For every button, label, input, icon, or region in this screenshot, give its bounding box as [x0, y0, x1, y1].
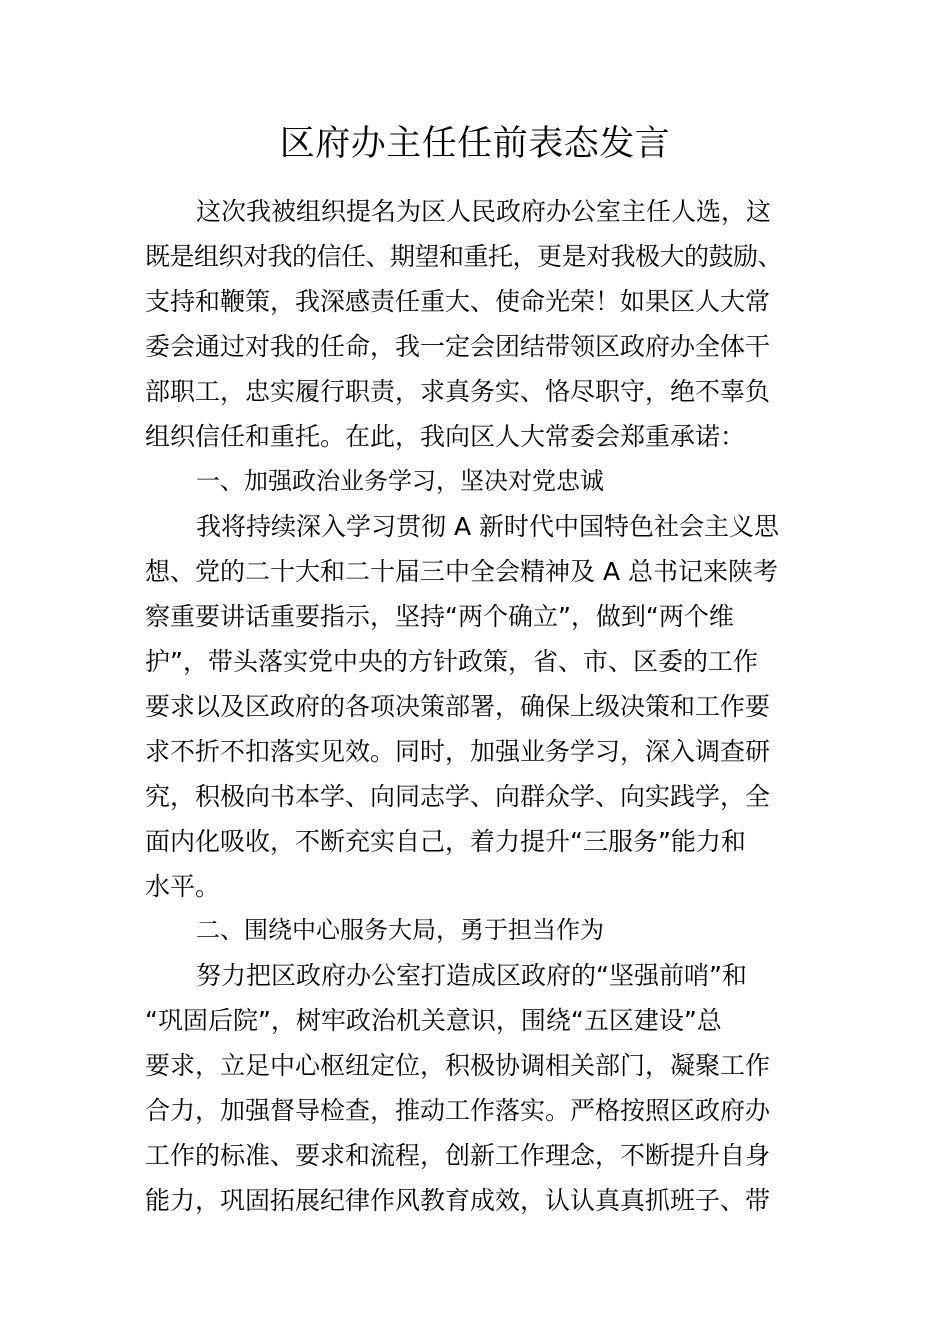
body-line: 察重要讲话重要指示，坚持“两个确立”，做到“两个维 [145, 602, 734, 631]
body-line: 支持和鞭策，我深感责任重大、使命光荣！如果区人大常 [145, 287, 771, 316]
document-title: 区府办主任任前表态发言 [279, 124, 671, 164]
body-line: 我将持续深入学习贯彻 A 新时代中国特色社会主义思 [196, 512, 779, 541]
body-line: 想、党的二十大和二十届三中全会精神及 A 总书记来陕考 [145, 557, 778, 586]
body-line: 既是组织对我的信任、期望和重托，更是对我极大的鼓励、 [145, 242, 783, 271]
body-line: “巩固后院”，树牢政治机关意识，围绕“五区建设”总 [145, 1006, 722, 1035]
body-line: 要求，立足中心枢纽定位，积极协调相关部门，凝聚工作 [145, 1051, 771, 1080]
body-line: 努力把区政府办公室打造成区政府的“坚强前哨”和 [196, 961, 747, 990]
section-heading-1: 一、加强政治业务学习，坚决对党忠诚 [196, 467, 604, 495]
body-line: 这次我被组织提名为区人民政府办公室主任人选，这 [196, 197, 772, 226]
body-line: 工作的标准、要求和流程，创新工作理念，不断提升自身 [145, 1141, 771, 1170]
body-line: 组织信任和重托。在此，我向区人大常委会郑重承诺： [145, 422, 746, 451]
body-line: 部职工，忠实履行职责，求真务实、恪尽职守，绝不辜负 [145, 377, 771, 406]
body-line: 水平。 [145, 872, 221, 901]
body-line: 护”，带头落实党中央的方针政策，省、市、区委的工作 [145, 647, 758, 676]
section-heading-2: 二、围绕中心服务大局，勇于担当作为 [196, 916, 604, 944]
body-line: 究，积极向书本学、向同志学、向群众学、向实践学，全 [145, 782, 771, 811]
body-line: 合力，加强督导检查，推动工作落实。严格按照区政府办 [145, 1096, 771, 1125]
body-line: 求不折不扣落实见效。同时，加强业务学习，深入调查研 [145, 737, 771, 766]
body-line: 能力，巩固拓展纪律作风教育成效，认认真真抓班子、带 [145, 1186, 771, 1215]
body-line: 委会通过对我的任命，我一定会团结带领区政府办全体干 [145, 332, 771, 361]
body-line: 面内化吸收，不断充实自己，着力提升“三服务”能力和 [145, 827, 746, 856]
body-line: 要求以及区政府的各项决策部署，确保上级决策和工作要 [145, 692, 771, 721]
